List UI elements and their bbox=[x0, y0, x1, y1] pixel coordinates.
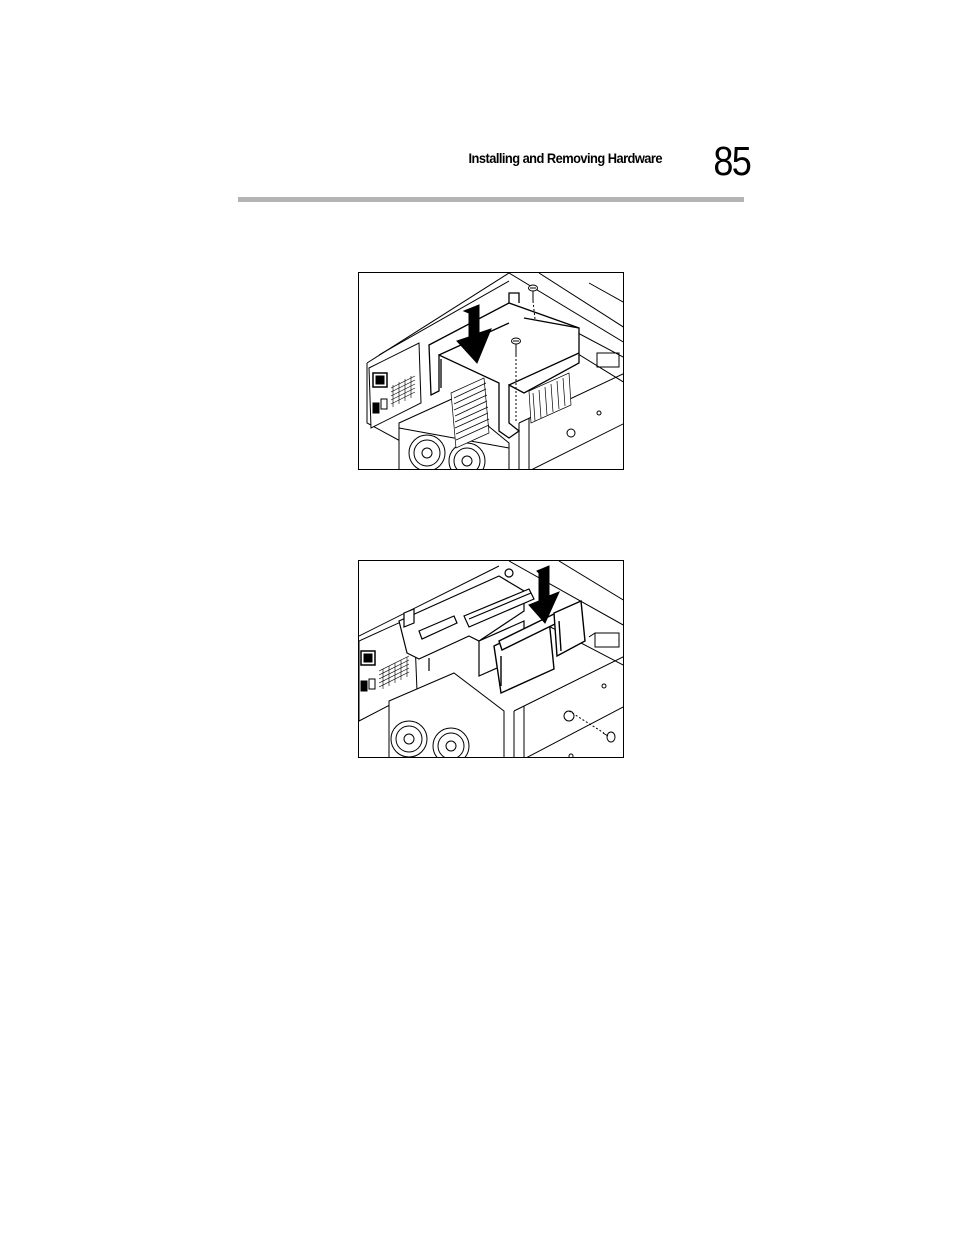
screw-icon bbox=[569, 711, 615, 742]
figure-1-illustration bbox=[358, 272, 624, 470]
figure-2-illustration bbox=[358, 560, 624, 758]
section-title: Installing and Removing Hardware bbox=[468, 150, 662, 166]
page-number: 85 bbox=[713, 138, 750, 184]
header-rule bbox=[238, 197, 744, 202]
power-supply bbox=[369, 343, 421, 428]
